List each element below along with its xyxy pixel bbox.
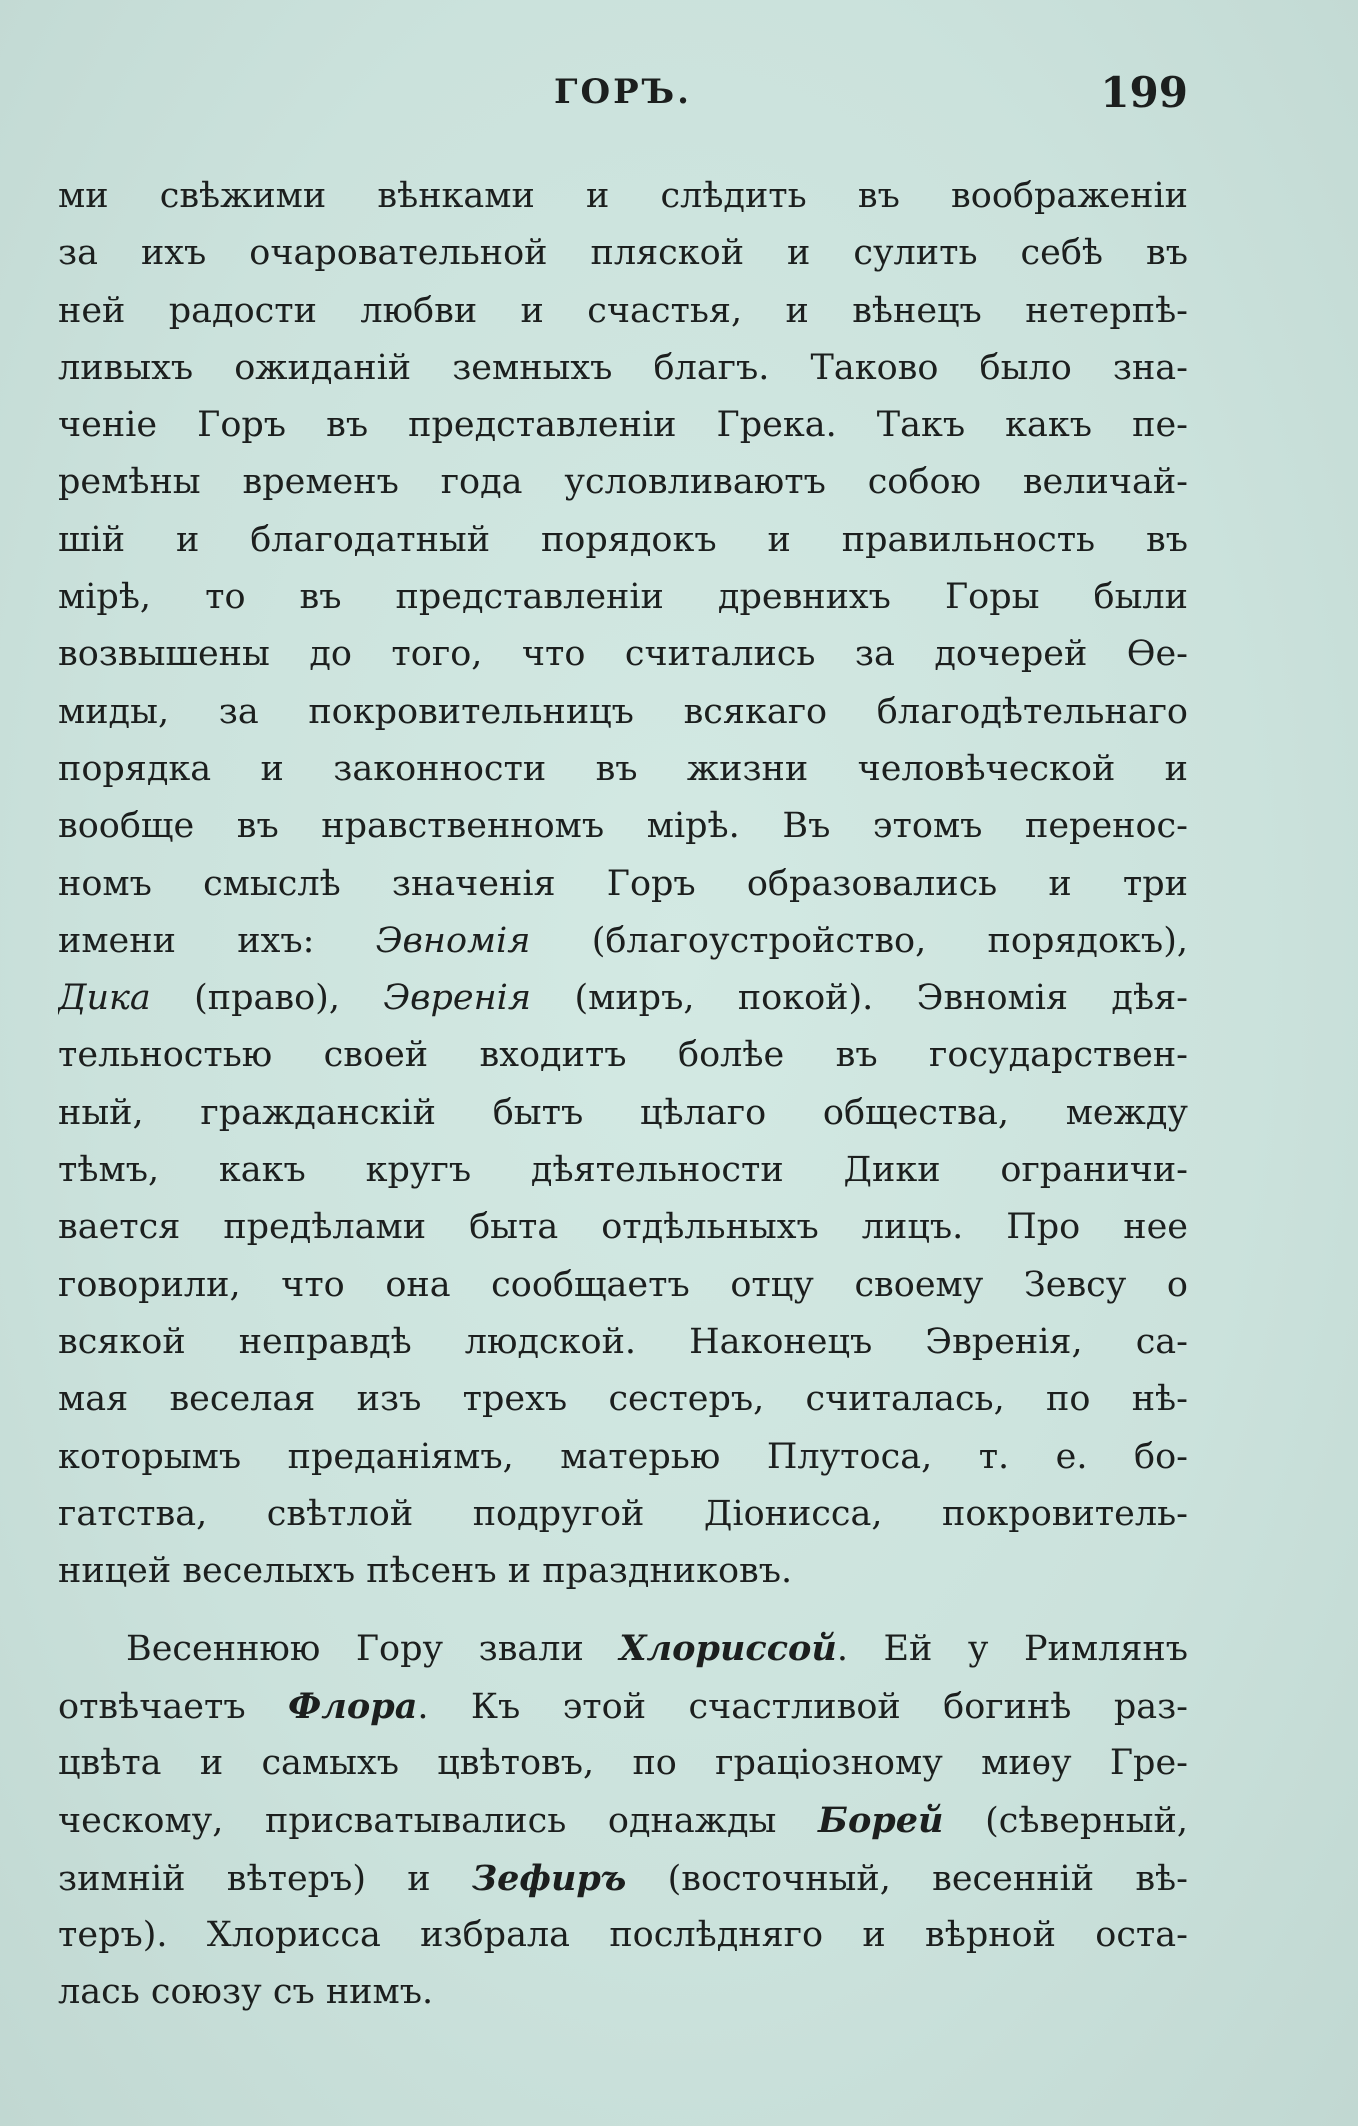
text-line: возвышены до того, что считались за дочерей Ѳе- bbox=[58, 634, 1188, 675]
text-fragment: Весеннюю Гору звали bbox=[126, 1629, 584, 1670]
text-line: теръ). Хлорисса избрала послѣдняго и вѣрной оста- bbox=[58, 1914, 1188, 1955]
text-line: тѣмъ, какъ кругъ дѣятельности Дики ограничи- bbox=[58, 1150, 1188, 1191]
text-line bbox=[58, 1620, 1188, 1677]
paragraph-1 bbox=[58, 168, 1188, 1600]
text-fragment: имени ихъ: bbox=[58, 920, 315, 961]
text-fragment: (восточный, весенній вѣ- bbox=[667, 1858, 1188, 1899]
text-line: вается предѣлами быта отдѣльныхъ лицъ. Про нее bbox=[58, 1207, 1188, 1248]
text-line bbox=[58, 1792, 1188, 1849]
running-title: ГОРЪ. bbox=[553, 72, 693, 112]
text-line: мірѣ, то въ представленіи древнихъ Горы были bbox=[58, 577, 1188, 618]
text-line: тельностью своей входитъ болѣе въ государствен- bbox=[58, 1035, 1188, 1076]
text-line: ный, гражданскій бытъ цѣлаго общества, между bbox=[58, 1092, 1188, 1133]
text-fragment: (благоустройство, порядокъ), bbox=[591, 920, 1188, 961]
text-fragment: . Къ этой счастливой богинѣ раз- bbox=[417, 1686, 1188, 1727]
text-line: миды, за покровительницъ всякаго благодѣтельнаго bbox=[58, 691, 1188, 732]
text-line: мая веселая изъ трехъ сестеръ, считалась, по нѣ- bbox=[58, 1379, 1188, 1420]
text-line: ми свѣжими вѣнками и слѣдить въ воображеніи bbox=[58, 176, 1188, 216]
name-chlorissa: Хлориссой bbox=[619, 1628, 837, 1670]
text-fragment: зимній вѣтеръ) и bbox=[58, 1858, 431, 1899]
text-line: ремѣны временъ года условливаютъ собою величай- bbox=[58, 462, 1188, 503]
text-line: гатства, свѣтлой подругой Діонисса, покровитель- bbox=[58, 1493, 1188, 1534]
text-line bbox=[58, 913, 1188, 970]
text-line: шій и благодатный порядокъ и правильность въ bbox=[58, 519, 1188, 560]
text-line bbox=[58, 1850, 1188, 1907]
paragraph-gap bbox=[58, 1600, 1188, 1620]
text-line: ней радости любви и счастья, и вѣнецъ нетерпѣ- bbox=[58, 290, 1188, 331]
body-text bbox=[58, 168, 1188, 2022]
text-line: порядка и законности въ жизни человѣческой и bbox=[58, 748, 1188, 789]
paragraph-2 bbox=[58, 1620, 1188, 2021]
text-line: за ихъ очаровательной пляской и сулить себѣ въ bbox=[58, 233, 1188, 274]
text-fragment: отвѣчаетъ bbox=[58, 1686, 246, 1727]
name-flora: Флора bbox=[288, 1685, 418, 1727]
text-line: лась союзу съ нимъ. bbox=[58, 1972, 434, 2013]
text-line: цвѣта и самыхъ цвѣтовъ, по граціозному миѳу Гре- bbox=[58, 1743, 1188, 1784]
text-line bbox=[58, 970, 1188, 1027]
text-fragment: (право), bbox=[194, 978, 340, 1019]
text-line bbox=[58, 1678, 1188, 1735]
text-fragment: . Ей у Римлянъ bbox=[836, 1629, 1188, 1670]
text-fragment: ческому, присватывались однажды bbox=[58, 1801, 777, 1842]
text-line: ливыхъ ожиданій земныхъ благъ. Таково было зна- bbox=[58, 347, 1188, 388]
name-boreas: Борей bbox=[818, 1800, 944, 1842]
name-dike: Дика bbox=[58, 978, 151, 1019]
text-line: вообще въ нравственномъ мірѣ. Въ этомъ перенос- bbox=[58, 806, 1188, 847]
text-fragment: (сѣверный, bbox=[985, 1801, 1188, 1842]
page-number: 199 bbox=[1100, 68, 1188, 117]
running-head bbox=[58, 68, 1188, 122]
text-line: номъ смыслѣ значенія Горъ образовались и три bbox=[58, 863, 1188, 904]
text-fragment: (миръ, покой). Эвномія дѣя- bbox=[574, 978, 1188, 1019]
text-line: говорили, что она сообщаетъ отцу своему Зевсу о bbox=[58, 1264, 1188, 1305]
name-eirene: Эвренія bbox=[383, 978, 532, 1019]
text-line: которымъ преданіямъ, матерью Плутоса, т. е. бо- bbox=[58, 1436, 1188, 1477]
name-zephyr: Зефиръ bbox=[471, 1857, 627, 1899]
text-line: всякой неправдѣ людской. Наконецъ Эвренія, са- bbox=[58, 1321, 1188, 1362]
name-eunomia: Эвномія bbox=[375, 920, 531, 961]
text-line: ницей веселыхъ пѣсенъ и праздниковъ. bbox=[58, 1551, 793, 1592]
text-line: ченіе Горъ въ представленіи Грека. Такъ какъ пе- bbox=[58, 405, 1188, 446]
